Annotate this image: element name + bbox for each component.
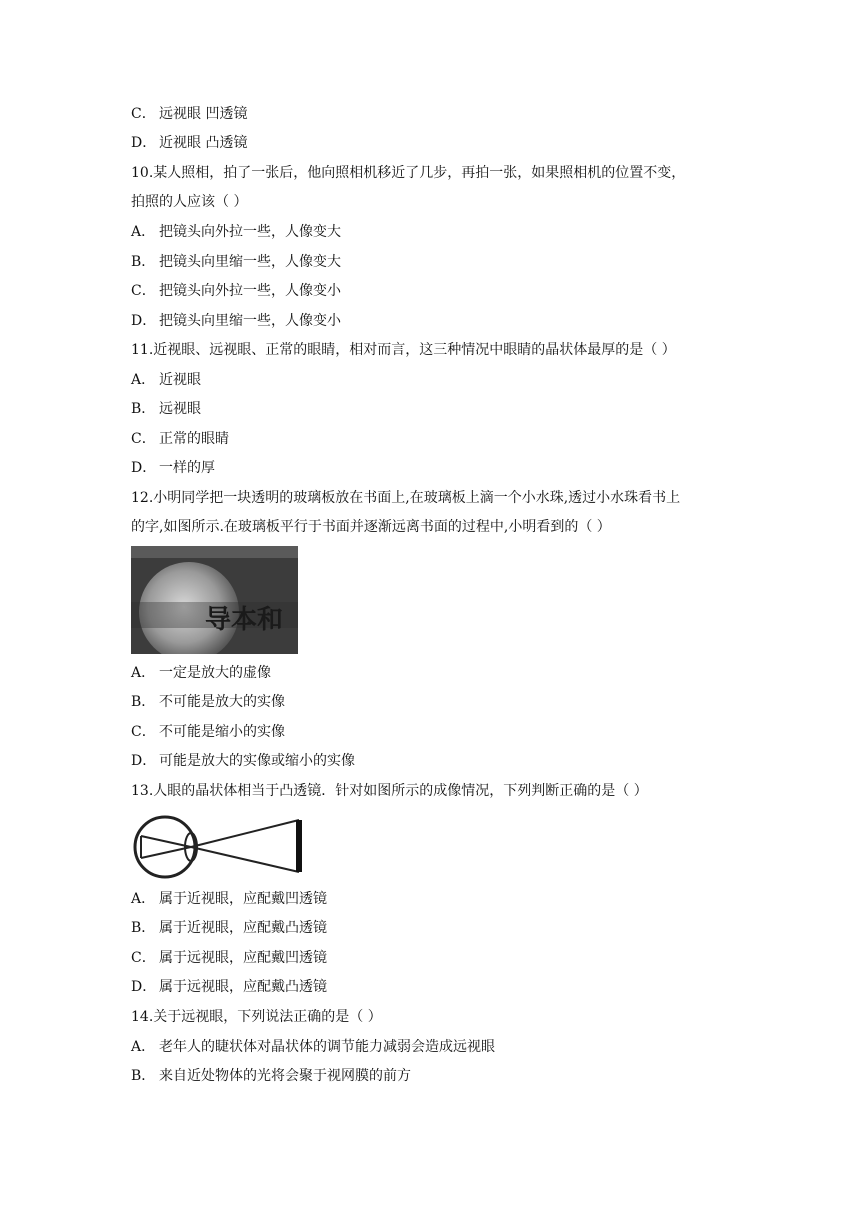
option-line: B． 远视眼: [131, 401, 201, 417]
option-line: D． 可能是放大的实像或缩小的实像: [131, 753, 355, 769]
option-line: A． 近视眼: [131, 372, 201, 388]
option-line: B． 属于近视眼，应配戴凸透镜: [131, 920, 327, 936]
eye-imaging-diagram: [131, 814, 306, 880]
option-line: C． 远视眼 凹透镜: [131, 106, 248, 122]
question-10-line-1: 10.某人照相，拍了一张后，他向照相机移近了几步，再拍一张，如果照相机的位置不变，: [131, 165, 686, 181]
question-12-line-1: 12.小明同学把一块透明的玻璃板放在书面上,在玻璃板上滴一个小水珠,透过小水珠看书上: [131, 490, 681, 506]
option-line: B． 来自近处物体的光将会聚于视网膜的前方: [131, 1068, 411, 1084]
option-line: C． 不可能是缩小的实像: [131, 724, 285, 740]
question-13: 13.人眼的晶状体相当于凸透镜．针对如图所示的成像情况，下列判断正确的是（ ）: [131, 783, 648, 799]
water-drop-magnified-text: 导本和: [205, 605, 284, 635]
option-line: C． 正常的眼睛: [131, 431, 229, 447]
option-line: B． 把镜头向里缩一些，人像变大: [131, 254, 341, 270]
question-11: 11.近视眼、远视眼、正常的眼睛，相对而言，这三种情况中眼睛的晶状体最厚的是（ ）: [131, 342, 676, 358]
option-line: D． 近视眼 凸透镜: [131, 135, 248, 151]
option-line: A． 一定是放大的虚像: [131, 665, 271, 681]
water-drop-image: [131, 546, 298, 654]
option-line: A． 老年人的睫状体对晶状体的调节能力减弱会造成远视眼: [131, 1039, 495, 1055]
option-line: A． 属于近视眼，应配戴凹透镜: [131, 891, 327, 907]
option-line: D． 属于远视眼，应配戴凸透镜: [131, 979, 327, 995]
question-12-line-2: 的字,如图所示.在玻璃板平行于书面并逐渐远离书面的过程中,小明看到的（ ）: [131, 519, 611, 535]
option-line: C． 把镜头向外拉一些，人像变小: [131, 283, 341, 299]
question-14: 14.关于远视眼，下列说法正确的是（ ）: [131, 1009, 382, 1025]
option-line: D． 一样的厚: [131, 460, 215, 476]
water-drop-photo: [131, 546, 298, 654]
option-line: A． 把镜头向外拉一些，人像变大: [131, 224, 341, 240]
option-line: C． 属于远视眼，应配戴凹透镜: [131, 950, 327, 966]
question-10-line-2: 拍照的人应该（ ）: [131, 194, 248, 210]
option-line: D． 把镜头向里缩一些，人像变小: [131, 313, 341, 329]
option-line: B． 不可能是放大的实像: [131, 694, 285, 710]
eye-diagram: [131, 814, 306, 880]
